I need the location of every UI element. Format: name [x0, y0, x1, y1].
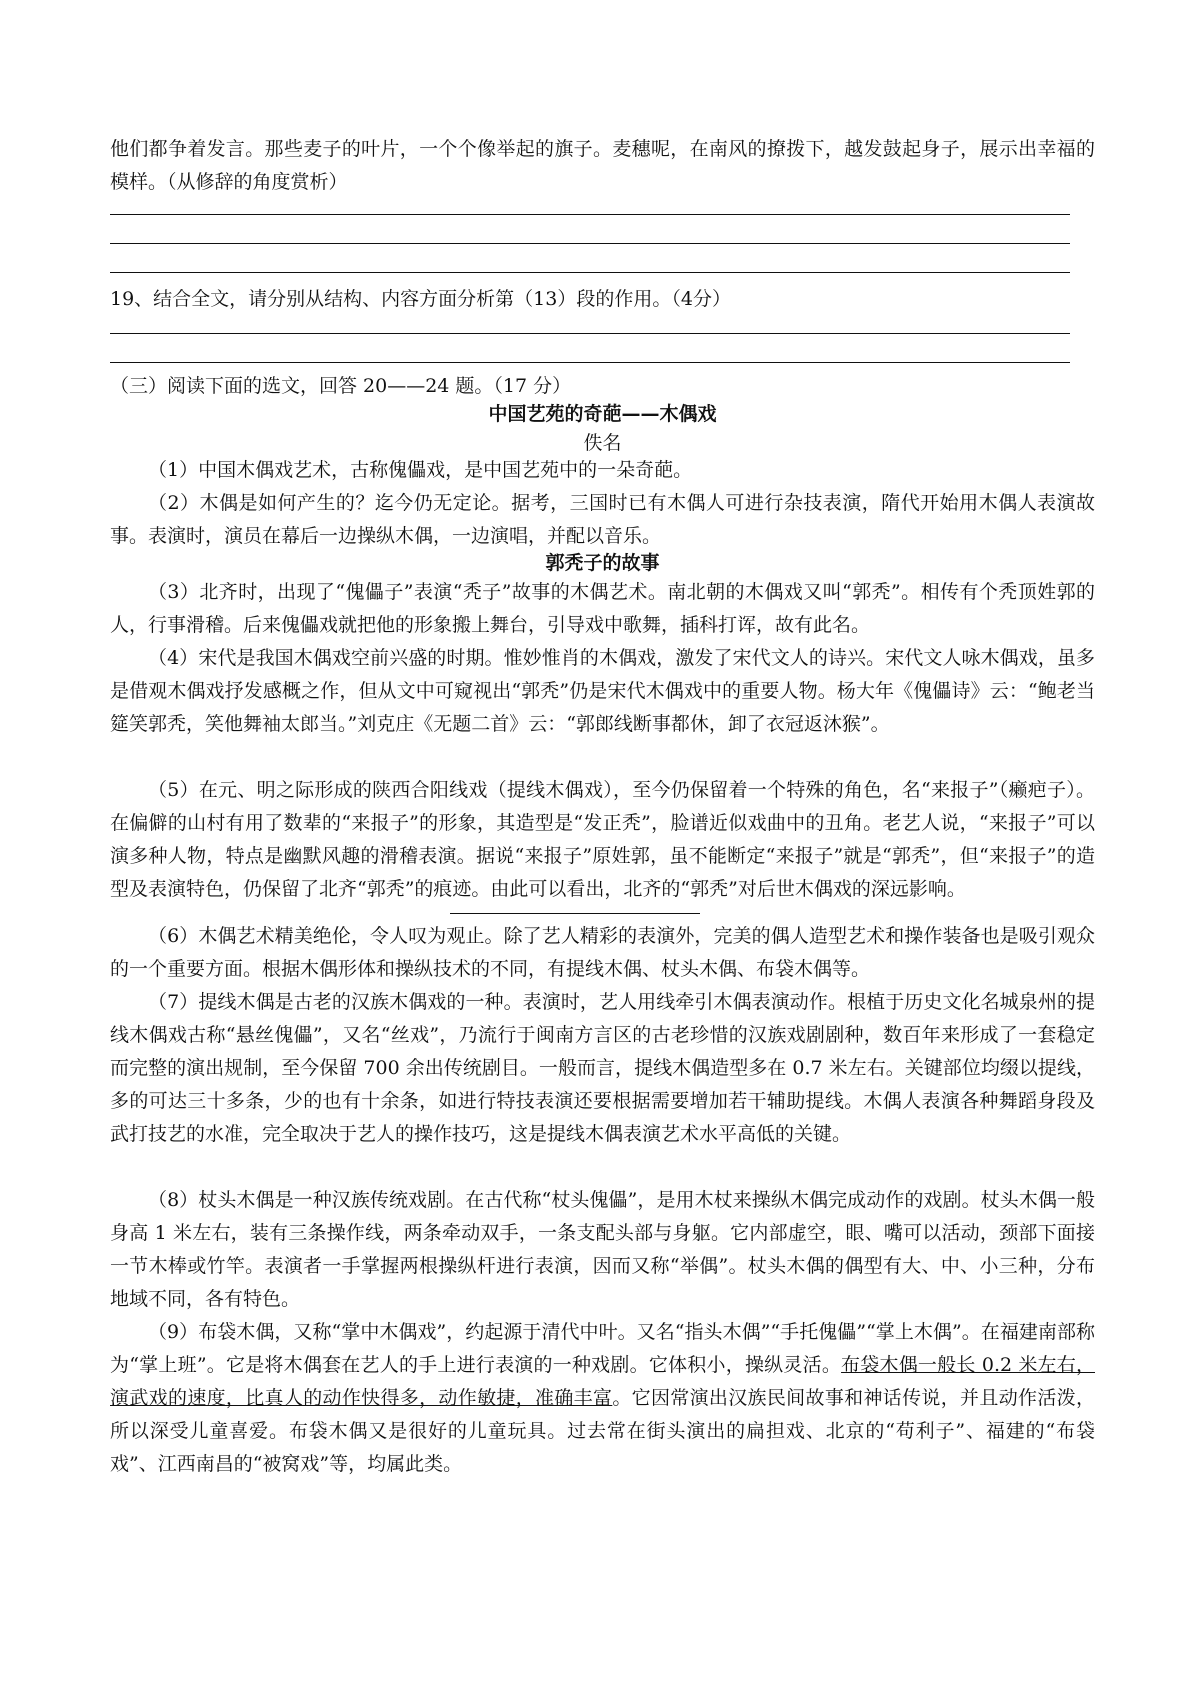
article-title: 中国艺苑的奇葩——木偶戏: [488, 403, 717, 425]
paragraph-4: （4）宋代是我国木偶戏空前兴盛的时期。惟妙惟肖的木偶戏，激发了宋代文人的诗兴。宋代文人咏木偶戏，虽多是借观木偶戏抒发感概之作，但从文中可窥视出“郭秃”仍是宋代木偶戏中的重要人物。杨大年《傀儡诗》云：“鲍老当筵笑郭秃，笑他舞袖太郎当。”刘克庄《无题二首》云：“郭郎线断事都休，卸了衣冠返沐猴”。: [110, 647, 1095, 735]
answer-line[interactable]: [110, 333, 1070, 334]
subtitle-blank-line[interactable]: [450, 913, 700, 914]
q18-passage: 他们都争着发言。那些麦子的叶片，一个个像举起的旗子。麦穗呢，在南风的撩拨下，越发鼓起身子，展示出幸福的模样。（从修辞的角度赏析）: [110, 138, 1095, 193]
answer-line[interactable]: [110, 214, 1070, 215]
answer-line[interactable]: [110, 362, 1070, 363]
answer-line[interactable]: [110, 243, 1070, 244]
section-subtitle: 郭秃子的故事: [545, 552, 660, 574]
paragraph-6: （6）木偶艺术精美绝伦，令人叹为观止。除了艺人精彩的表演外，完美的偶人造型艺术和操作装备也是吸引观众的一个重要方面。根据木偶形体和操纵技术的不同，有提线木偶、杖头木偶、布袋木偶等。: [110, 925, 1095, 980]
article-author: 佚名: [583, 432, 622, 454]
paragraph-8: （8）杖头木偶是一种汉族传统戏剧。在古代称“杖头傀儡”，是用木杖来操纵木偶完成动作的戏剧。杖头木偶一般身高 1 米左右，装有三条操作线，两条牵动双手，一条支配头部与身躯。它内部虚空，眼、嘴可以活动，颈部下面接一节木棒或竹竿。表演者一手掌握两根操纵杆进行表演，因而又称“举偶”。杖头木偶的偶型有大、中、小三种，分布地域不同，各有特色。: [110, 1189, 1095, 1310]
paragraph-7: （7）提线木偶是古老的汉族木偶戏的一种。表演时，艺人用线牵引木偶表演动作。根植于历史文化名城泉州的提线木偶戏古称“悬丝傀儡”，又名“丝戏”，乃流行于闽南方言区的古老珍惜的汉族戏剧剧种，数百年来形成了一套稳定而完整的演出规制，至今保留 700 余出传统剧目。一般而言，提线木偶造型多在 0.7 米左右。关键部位均缀以提线，多的可达三十多条，少的也有十余条，如进行特技表演还要根据需要增加若干辅助提线。木偶人表演各种舞蹈身段及武打技艺的水准，完全取决于艺人的操作技巧，这是提线木偶表演艺术水平高低的关键。: [110, 991, 1095, 1145]
paragraph-9-text-b: 。它因常演出汉族民间故事和神话传说，并且动作活泼，所以深受儿童喜爱。布袋木偶又是很好的儿童玩具。过去常在街头演出的扁担戏、北京的“苟利子”、福建的“布袋戏”、江西南昌的“被窝戏”等，均属此类。: [110, 1387, 1095, 1475]
underlined-sentence: 布袋木偶一般长 0.2 米左右，演武戏的速度，比真人的动作快得多，动作敏捷，准确丰富: [110, 1354, 1095, 1409]
paragraph-1: （1）中国木偶戏艺术，古称傀儡戏，是中国艺苑中的一朵奇葩。: [148, 459, 693, 481]
paragraph-9: [110, 1316, 1095, 1481]
paragraph-2: （2）木偶是如何产生的？迄今仍无定论。据考，三国时已有木偶人可进行杂技表演，隋代开始用木偶人表演故事。表演时，演员在幕后一边操纵木偶，一边演唱，并配以音乐。: [110, 492, 1095, 547]
paragraph-3: （3）北齐时，出现了“傀儡子”表演“秃子”故事的木偶艺术。南北朝的木偶戏又叫“郭秃”。相传有个秃顶姓郭的人，行事滑稽。后来傀儡戏就把他的形象搬上舞台，引导戏中歌舞，插科打诨，故有此名。: [110, 581, 1095, 636]
paragraph-9-text-a: （9）布袋木偶，又称“掌中木偶戏”，约起源于清代中叶。又名“指头木偶”“手托傀儡”“掌上木偶”。在福建南部称为“掌上班”。它是将木偶套在艺人的手上进行表演的一种戏剧。它体积小，操纵灵活。: [110, 1321, 1095, 1376]
q19-prompt: 19、结合全文，请分别从结构、内容方面分析第（13）段的作用。（4分）: [110, 288, 731, 310]
answer-line[interactable]: [110, 272, 1070, 273]
section-instruction: （三）阅读下面的选文，回答 20——24 题。（17 分）: [110, 375, 572, 397]
paragraph-5: （5）在元、明之际形成的陕西合阳线戏（提线木偶戏），至今仍保留着一个特殊的角色，名“来报子”（癞疤子）。在偏僻的山村有用了数辈的“来报子”的形象，其造型是“发正秃”，脸谱近似戏曲中的丑角。老艺人说，“来报子”可以演多种人物，特点是幽默风趣的滑稽表演。据说“来报子”原姓郭，虽不能断定“来报子”就是“郭秃”，但“来报子”的造型及表演特色，仍保留了北齐“郭秃”的痕迹。由此可以看出，北齐的“郭秃”对后世木偶戏的深远影响。: [110, 779, 1095, 900]
